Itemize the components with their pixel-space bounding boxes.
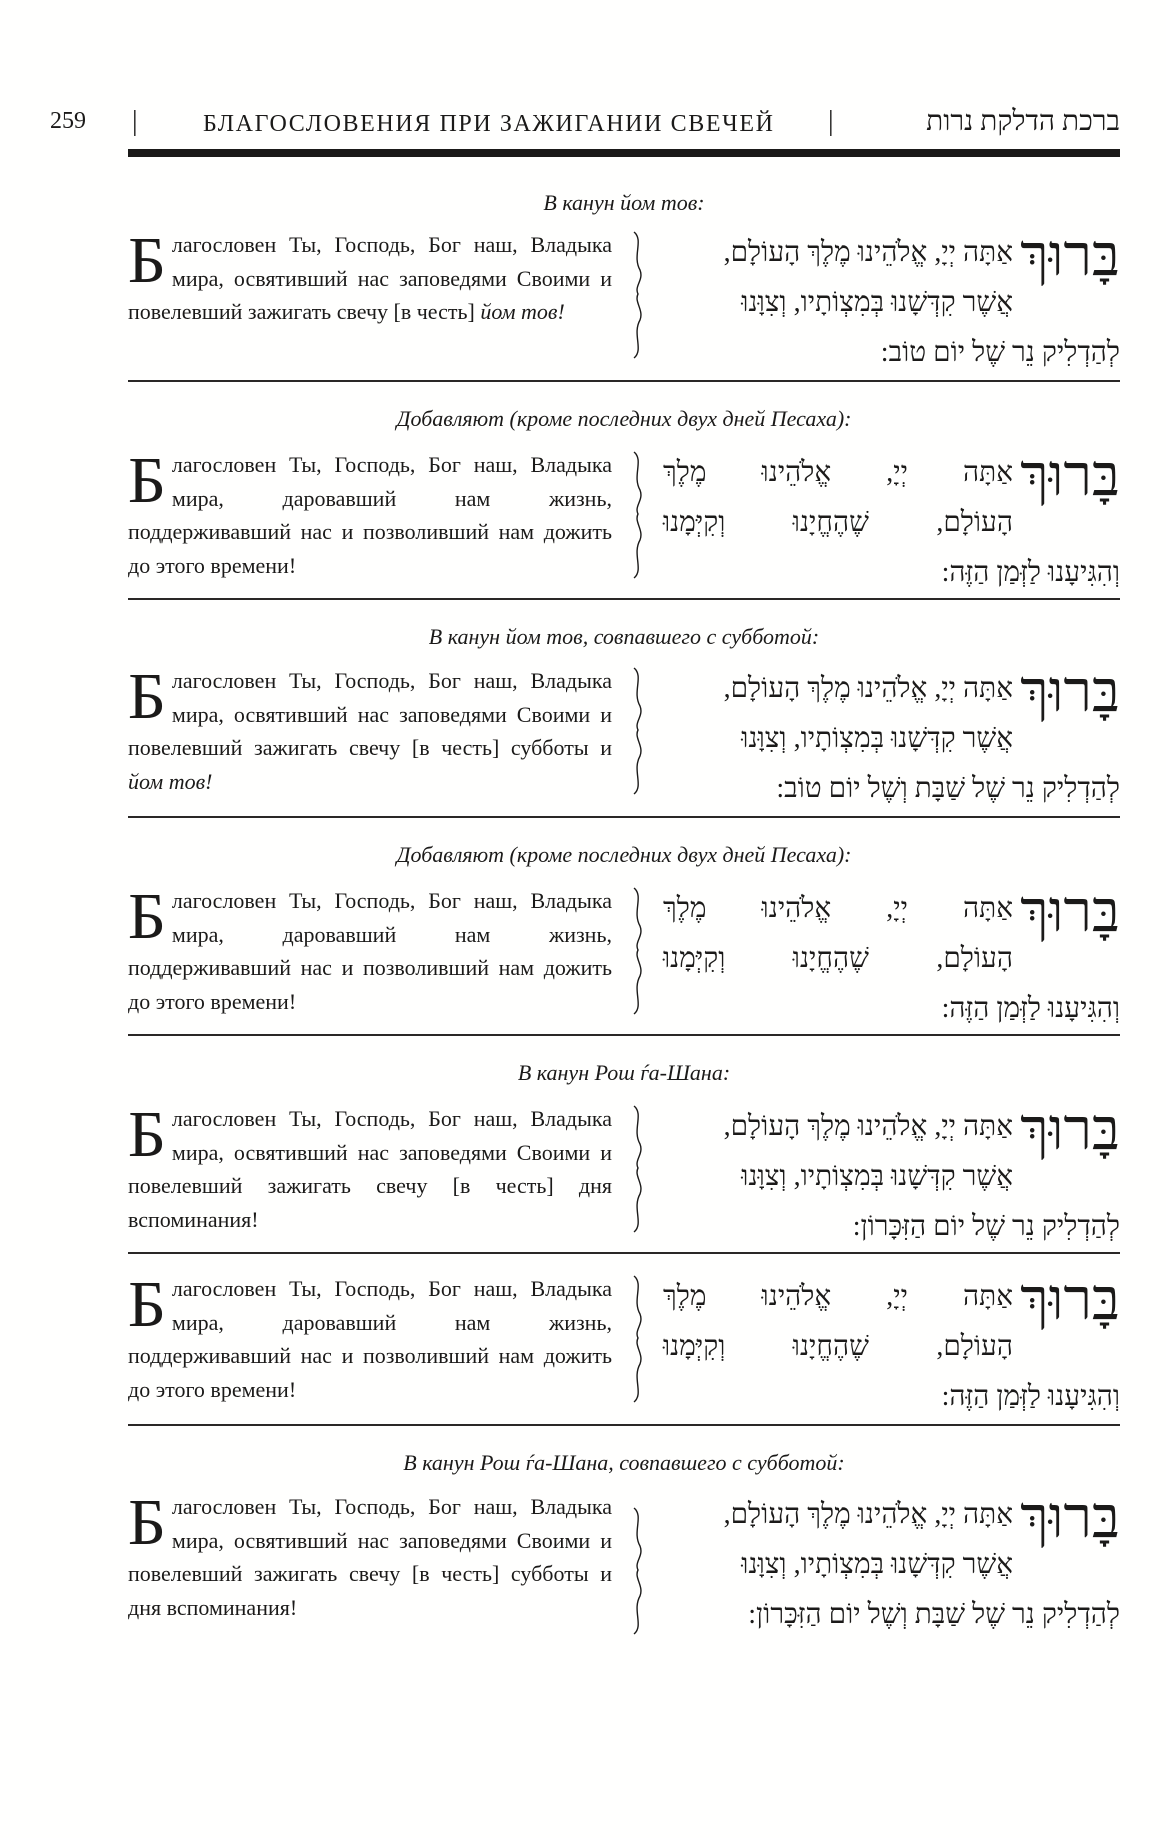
drop-cap: Б [128,444,166,517]
hebrew-lines [663,884,1013,984]
brace-icon [628,1274,648,1404]
hebrew-baruch: בָּרוּךְ [1020,1267,1120,1332]
russian-body: лагословен Ты, Господь, Бог наш, Владыка мира, даровавший нам жизнь, поддерживавший нас и позволивший нам дожить до этого времени! [128,1276,612,1402]
hebrew-baruch: בָּרוּךְ [1020,659,1120,724]
hebrew-lines [663,448,1013,548]
hebrew-baruch: בָּרוּךְ [1020,1485,1120,1550]
hebrew-line-3: לְהַדְלִיק נֵר שֶׁל שַׁבָּת וְשֶׁל יוֹם טוֹב: [776,773,1120,804]
russian-text [128,1268,612,1406]
header-separator-right: | [828,106,834,137]
hebrew-line-2: אֲשֶׁר קִדְּשָׁנוּ בְּמִצְוֹתָיו, וְצִוָּנוּ [741,1161,1013,1192]
russian-body: лагословен Ты, Господь, Бог наш, Владыка мира, освятивший нас заповедями Своими и повелевший зажигать свечу [в честь] дня вспоминания! [128,1106,612,1232]
section-divider [128,1252,1120,1254]
section-caption: В канун йом тов: [543,190,705,215]
hebrew-line-1: אַתָּה יְיָ, אֱלֹהֵינוּ מֶלֶךְ הָעוֹלָם, [723,1499,1013,1530]
hebrew-line-3: לְהַדְלִיק נֵר שֶׁל יוֹם הַזִּכָּרוֹן: [852,1211,1120,1242]
russian-text [128,444,612,582]
russian-text [128,1486,612,1624]
brace-icon [628,1492,648,1650]
hebrew-line-3: לְהַדְלִיק נֵר שֶׁל שַׁבָּת וְשֶׁל יוֹם הַזִּכָּרוֹן: [748,1599,1120,1630]
header-title-ru: БЛАГОСЛОВЕНИЯ ПРИ ЗАЖИГАНИИ СВЕЧЕЙ [203,111,775,137]
hebrew-line-3: וְהִגִּיעָנוּ לַזְּמַן הַזֶּה: [941,1381,1120,1412]
hebrew-lines [663,664,1013,764]
page-number: 259 [50,108,86,134]
section-divider [128,816,1120,818]
hebrew-baruch: בָּרוּךְ [1020,879,1120,944]
running-header [50,108,1120,148]
hebrew-baruch: בָּרוּךְ [1020,1097,1120,1162]
drop-cap: Б [128,1098,166,1171]
hebrew-line-2: אֲשֶׁר קִדְּשָׁנוּ בְּמִצְוֹתָיו, וְצִוָּנוּ [741,723,1013,754]
hebrew-line-1: אַתָּה יְיָ, אֱלֹהֵינוּ מֶלֶךְ הָעוֹלָם, [723,1111,1013,1142]
section-divider [128,1034,1120,1036]
drop-cap: Б [128,1486,166,1559]
hebrew-line-1: אַתָּה יְיָ, אֱלֹהֵינוּ מֶלֶךְ הָעוֹלָם, [723,237,1013,268]
section-divider [128,1424,1120,1426]
hebrew-baruch: בָּרוּךְ [1020,223,1120,288]
russian-body: лагословен Ты, Господь, Бог наш, Владыка мира, освятивший нас заповедями Своими и повелевший зажигать свечу [в честь] субботы и дня вспоминания! [128,1494,612,1620]
brace-icon [628,230,648,360]
section-caption: Добавляют (кроме последних двух дней Песаха): [396,842,852,867]
russian-text [128,660,612,798]
section-caption: В канун Рош ѓа-Шана: [517,1060,731,1085]
russian-text [128,224,612,329]
section-caption: Добавляют (кроме последних двух дней Песаха): [396,406,852,431]
russian-text [128,880,612,1018]
header-rule [128,149,1120,157]
hebrew-line-3: וְהִגִּיעָנוּ לַזְּמַן הַזֶּה: [941,557,1120,588]
hebrew-line-2: הָעוֹלָם, שֶׁהֶחֱיָנוּ וְקִיְּמָנוּ [663,507,1013,538]
drop-cap: Б [128,1268,166,1341]
section-divider [128,598,1120,600]
hebrew-baruch: בָּרוּךְ [1020,443,1120,508]
hebrew-line-1: אַתָּה יְיָ, אֱלֹהֵינוּ מֶלֶךְ הָעוֹלָם, [723,673,1013,704]
hebrew-line-1: אַתָּה יְיָ, אֱלֹהֵינוּ מֶלֶךְ [663,457,1013,488]
drop-cap: Б [128,880,166,953]
hebrew-line-2: אֲשֶׁר קִדְּשָׁנוּ בְּמִצְוֹתָיו, וְצִוָּנוּ [741,287,1013,318]
russian-body: лагословен Ты, Господь, Бог наш, Владыка мира, даровавший нам жизнь, поддерживавший нас и позволивший нам дожить до этого времени! [128,888,612,1014]
russian-italic: йом тов! [480,299,565,324]
russian-body: лагословен Ты, Господь, Бог наш, Владыка мира, освятивший нас заповедями Своими и повелевший зажигать свечу [в честь] субботы и [128,668,612,760]
hebrew-line-2: אֲשֶׁר קִדְּשָׁנוּ בְּמִצְוֹתָיו, וְצִוָּנוּ [741,1549,1013,1580]
brace-icon [628,886,648,1016]
section-caption: В канун йом тов, совпавшего с субботой: [428,624,820,649]
drop-cap: Б [128,224,166,297]
header-title-he: ברכת הדלקת נרות [926,106,1120,137]
header-separator-left: | [132,106,138,137]
brace-icon [628,450,648,580]
hebrew-line-1: אַתָּה יְיָ, אֱלֹהֵינוּ מֶלֶךְ [663,893,1013,924]
hebrew-lines [663,1490,1013,1590]
section-divider [128,380,1120,382]
hebrew-line-3: וְהִגִּיעָנוּ לַזְּמַן הַזֶּה: [941,993,1120,1024]
hebrew-line-1: אַתָּה יְיָ, אֱלֹהֵינוּ מֶלֶךְ [663,1281,1013,1312]
drop-cap: Б [128,660,166,733]
hebrew-line-3: לְהַדְלִיק נֵר שֶׁל יוֹם טוֹב: [880,337,1120,368]
section-caption: В канун Рош ѓа-Шана, совпавшего с субботой: [403,1450,845,1475]
hebrew-lines [663,1272,1013,1372]
hebrew-lines [663,228,1013,328]
hebrew-line-2: הָעוֹלָם, שֶׁהֶחֱיָנוּ וְקִיְּמָנוּ [663,1331,1013,1362]
russian-body: лагословен Ты, Господь, Бог наш, Владыка мира, даровавший нам жизнь, поддерживавший нас и позволивший нам дожить до этого времени! [128,452,612,578]
russian-italic: йом тов! [128,768,213,794]
hebrew-line-2: הָעוֹלָם, שֶׁהֶחֱיָנוּ וְקִיְּמָנוּ [663,943,1013,974]
brace-icon [628,1104,648,1234]
brace-icon [628,666,648,796]
hebrew-lines [663,1102,1013,1202]
russian-body: лагословен Ты, Господь, Бог наш, Владыка мира, освятивший нас заповедями Своими и повелевший зажигать свечу [в честь] [128,232,612,324]
russian-text [128,1098,612,1236]
